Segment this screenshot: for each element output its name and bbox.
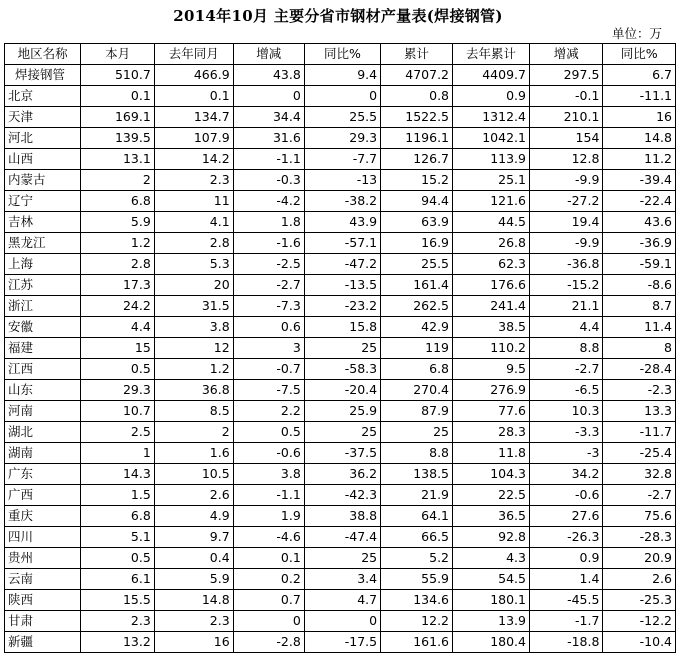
cell-last-year-cumulative[interactable]: 11.8 xyxy=(453,443,530,464)
table-row xyxy=(5,569,676,590)
cell-cumulative-yoy-percent[interactable]: -10.4 xyxy=(603,632,676,653)
cell-cumulative[interactable]: 94.4 xyxy=(381,191,453,212)
cell-change[interactable]: -0.3 xyxy=(233,170,304,191)
cell-change[interactable]: 0 xyxy=(233,611,304,632)
cell-last-year-month[interactable]: 14.2 xyxy=(154,149,233,170)
cell-last-year-month[interactable]: 2.8 xyxy=(154,233,233,254)
table-row xyxy=(5,317,676,338)
cell-cumulative[interactable]: 1522.5 xyxy=(381,107,453,128)
cell-last-year-month[interactable]: 5.3 xyxy=(154,254,233,275)
cell-cumulative-change[interactable]: -1.7 xyxy=(529,611,602,632)
cell-yoy-percent[interactable]: -13 xyxy=(304,170,380,191)
cell-this-month[interactable]: 24.2 xyxy=(81,296,154,317)
cell-yoy-percent[interactable]: 25 xyxy=(304,548,380,569)
cell-cumulative-change[interactable]: 8.8 xyxy=(529,338,602,359)
cell-cumulative-yoy-percent[interactable]: 8.7 xyxy=(603,296,676,317)
cell-region[interactable]: 甘肃 xyxy=(5,611,81,632)
cell-cumulative-change[interactable]: -2.7 xyxy=(529,359,602,380)
cell-cumulative-change[interactable]: 34.2 xyxy=(529,464,602,485)
cell-cumulative-change[interactable]: -0.6 xyxy=(529,485,602,506)
cell-this-month[interactable]: 1 xyxy=(81,443,154,464)
cell-change[interactable]: -2.5 xyxy=(233,254,304,275)
cell-change[interactable]: -4.2 xyxy=(233,191,304,212)
cell-last-year-month[interactable]: 466.9 xyxy=(154,65,233,86)
header-region[interactable]: 地区名称 xyxy=(5,44,81,65)
cell-change[interactable]: 0.6 xyxy=(233,317,304,338)
cell-cumulative[interactable]: 25.5 xyxy=(381,254,453,275)
cell-last-year-cumulative[interactable]: 104.3 xyxy=(453,464,530,485)
table-row xyxy=(5,611,676,632)
cell-cumulative-yoy-percent[interactable]: 75.6 xyxy=(603,506,676,527)
cell-cumulative[interactable]: 138.5 xyxy=(381,464,453,485)
cell-this-month[interactable]: 2.5 xyxy=(81,422,154,443)
cell-last-year-cumulative[interactable]: 36.5 xyxy=(453,506,530,527)
cell-region[interactable]: 焊接钢管 xyxy=(5,65,81,86)
cell-last-year-month[interactable]: 2.3 xyxy=(154,170,233,191)
cell-yoy-percent[interactable]: 43.9 xyxy=(304,212,380,233)
cell-last-year-cumulative[interactable]: 54.5 xyxy=(453,569,530,590)
cell-change[interactable]: 3 xyxy=(233,338,304,359)
cell-region[interactable]: 黑龙江 xyxy=(5,233,81,254)
header-last-year-month[interactable]: 去年同月 xyxy=(154,44,233,65)
cell-last-year-cumulative[interactable]: 276.9 xyxy=(453,380,530,401)
cell-change[interactable]: 2.2 xyxy=(233,401,304,422)
cell-yoy-percent[interactable]: 15.8 xyxy=(304,317,380,338)
cell-cumulative-change[interactable]: 4.4 xyxy=(529,317,602,338)
cell-change[interactable]: -2.7 xyxy=(233,275,304,296)
cell-yoy-percent[interactable]: -57.1 xyxy=(304,233,380,254)
cell-cumulative[interactable]: 5.2 xyxy=(381,548,453,569)
table-row xyxy=(5,548,676,569)
cell-change[interactable]: -1.6 xyxy=(233,233,304,254)
cell-cumulative-yoy-percent[interactable]: -11.1 xyxy=(603,86,676,107)
cell-yoy-percent[interactable]: -23.2 xyxy=(304,296,380,317)
cell-this-month[interactable]: 17.3 xyxy=(81,275,154,296)
table-row xyxy=(5,527,676,548)
cell-cumulative-yoy-percent[interactable]: -8.6 xyxy=(603,275,676,296)
table-row xyxy=(5,380,676,401)
cell-region[interactable]: 福建 xyxy=(5,338,81,359)
cell-cumulative-yoy-percent[interactable]: -2.7 xyxy=(603,485,676,506)
cell-this-month[interactable]: 169.1 xyxy=(81,107,154,128)
cell-yoy-percent[interactable]: 0 xyxy=(304,611,380,632)
cell-region[interactable]: 上海 xyxy=(5,254,81,275)
cell-cumulative-yoy-percent[interactable]: -2.3 xyxy=(603,380,676,401)
cell-last-year-cumulative[interactable]: 13.9 xyxy=(453,611,530,632)
cell-cumulative-yoy-percent[interactable]: -25.4 xyxy=(603,443,676,464)
cell-cumulative[interactable]: 134.6 xyxy=(381,590,453,611)
cell-this-month[interactable]: 5.9 xyxy=(81,212,154,233)
cell-last-year-month[interactable]: 31.5 xyxy=(154,296,233,317)
cell-cumulative-yoy-percent[interactable]: -39.4 xyxy=(603,170,676,191)
header-cumulative-yoy-percent[interactable]: 同比% xyxy=(603,44,676,65)
cell-last-year-month[interactable]: 10.5 xyxy=(154,464,233,485)
cell-cumulative-change[interactable]: 21.1 xyxy=(529,296,602,317)
cell-last-year-cumulative[interactable]: 25.1 xyxy=(453,170,530,191)
cell-yoy-percent[interactable]: -58.3 xyxy=(304,359,380,380)
cell-region[interactable]: 重庆 xyxy=(5,506,81,527)
cell-cumulative-yoy-percent[interactable]: -11.7 xyxy=(603,422,676,443)
table-row xyxy=(5,233,676,254)
cell-region[interactable]: 辽宁 xyxy=(5,191,81,212)
table-row xyxy=(5,107,676,128)
cell-this-month[interactable]: 4.4 xyxy=(81,317,154,338)
cell-cumulative-yoy-percent[interactable]: 11.2 xyxy=(603,149,676,170)
cell-region[interactable]: 贵州 xyxy=(5,548,81,569)
cell-cumulative[interactable]: 42.9 xyxy=(381,317,453,338)
cell-last-year-cumulative[interactable]: 180.4 xyxy=(453,632,530,653)
header-last-year-cumulative[interactable]: 去年累计 xyxy=(453,44,530,65)
cell-yoy-percent[interactable]: 9.4 xyxy=(304,65,380,86)
cell-last-year-month[interactable]: 0.4 xyxy=(154,548,233,569)
cell-yoy-percent[interactable]: -13.5 xyxy=(304,275,380,296)
cell-this-month[interactable]: 15 xyxy=(81,338,154,359)
cell-last-year-cumulative[interactable]: 22.5 xyxy=(453,485,530,506)
header-yoy-percent[interactable]: 同比% xyxy=(304,44,380,65)
cell-cumulative[interactable]: 16.9 xyxy=(381,233,453,254)
cell-yoy-percent[interactable]: 25.5 xyxy=(304,107,380,128)
cell-cumulative[interactable]: 55.9 xyxy=(381,569,453,590)
unit-label: 单位：万 xyxy=(611,26,662,41)
cell-this-month[interactable]: 6.8 xyxy=(81,191,154,212)
cell-last-year-month[interactable]: 11 xyxy=(154,191,233,212)
cell-last-year-month[interactable]: 2.3 xyxy=(154,611,233,632)
cell-cumulative[interactable]: 262.5 xyxy=(381,296,453,317)
cell-last-year-month[interactable]: 4.9 xyxy=(154,506,233,527)
cell-last-year-month[interactable]: 16 xyxy=(154,632,233,653)
cell-region[interactable]: 广西 xyxy=(5,485,81,506)
cell-region[interactable]: 北京 xyxy=(5,86,81,107)
cell-region[interactable]: 浙江 xyxy=(5,296,81,317)
cell-cumulative[interactable]: 6.8 xyxy=(381,359,453,380)
cell-this-month[interactable]: 6.1 xyxy=(81,569,154,590)
cell-cumulative-change[interactable]: -9.9 xyxy=(529,170,602,191)
cell-last-year-cumulative[interactable]: 113.9 xyxy=(453,149,530,170)
cell-cumulative-change[interactable]: 0.9 xyxy=(529,548,602,569)
cell-last-year-month[interactable]: 4.1 xyxy=(154,212,233,233)
cell-yoy-percent[interactable]: -38.2 xyxy=(304,191,380,212)
cell-cumulative-yoy-percent[interactable]: 13.3 xyxy=(603,401,676,422)
cell-cumulative-change[interactable]: -36.8 xyxy=(529,254,602,275)
cell-last-year-month[interactable]: 9.7 xyxy=(154,527,233,548)
cell-change[interactable]: -1.1 xyxy=(233,149,304,170)
cell-this-month[interactable]: 1.5 xyxy=(81,485,154,506)
cell-cumulative[interactable]: 0.8 xyxy=(381,86,453,107)
cell-region[interactable]: 湖北 xyxy=(5,422,81,443)
cell-cumulative-yoy-percent[interactable]: 16 xyxy=(603,107,676,128)
cell-last-year-cumulative[interactable]: 9.5 xyxy=(453,359,530,380)
cell-cumulative-yoy-percent[interactable]: -28.4 xyxy=(603,359,676,380)
cell-cumulative-yoy-percent[interactable]: -28.3 xyxy=(603,527,676,548)
cell-cumulative-change[interactable]: -26.3 xyxy=(529,527,602,548)
cell-change[interactable]: -1.1 xyxy=(233,485,304,506)
cell-cumulative[interactable]: 8.8 xyxy=(381,443,453,464)
cell-this-month[interactable]: 13.1 xyxy=(81,149,154,170)
cell-change[interactable]: -4.6 xyxy=(233,527,304,548)
table-row xyxy=(5,170,676,191)
cell-cumulative-yoy-percent[interactable]: 11.4 xyxy=(603,317,676,338)
cell-region[interactable]: 四川 xyxy=(5,527,81,548)
cell-cumulative[interactable]: 161.6 xyxy=(381,632,453,653)
cell-cumulative-change[interactable]: 27.6 xyxy=(529,506,602,527)
cell-cumulative[interactable]: 270.4 xyxy=(381,380,453,401)
cell-last-year-month[interactable]: 1.6 xyxy=(154,443,233,464)
cell-change[interactable]: 0.2 xyxy=(233,569,304,590)
cell-cumulative[interactable]: 63.9 xyxy=(381,212,453,233)
cell-last-year-month[interactable]: 8.5 xyxy=(154,401,233,422)
cell-region[interactable]: 陕西 xyxy=(5,590,81,611)
cell-this-month[interactable]: 13.2 xyxy=(81,632,154,653)
cell-last-year-cumulative[interactable]: 62.3 xyxy=(453,254,530,275)
cell-last-year-cumulative[interactable]: 0.9 xyxy=(453,86,530,107)
table-row xyxy=(5,401,676,422)
cell-yoy-percent[interactable]: -47.2 xyxy=(304,254,380,275)
cell-this-month[interactable]: 0.5 xyxy=(81,359,154,380)
cell-cumulative-yoy-percent[interactable]: -36.9 xyxy=(603,233,676,254)
table-row xyxy=(5,275,676,296)
cell-cumulative-yoy-percent[interactable]: -12.2 xyxy=(603,611,676,632)
cell-change[interactable]: -7.5 xyxy=(233,380,304,401)
cell-last-year-cumulative[interactable]: 176.6 xyxy=(453,275,530,296)
table-row xyxy=(5,212,676,233)
cell-cumulative-change[interactable]: -15.2 xyxy=(529,275,602,296)
cell-cumulative[interactable]: 161.4 xyxy=(381,275,453,296)
cell-yoy-percent[interactable]: 25.9 xyxy=(304,401,380,422)
cell-last-year-cumulative[interactable]: 44.5 xyxy=(453,212,530,233)
cell-change[interactable]: 43.8 xyxy=(233,65,304,86)
cell-this-month[interactable]: 0.1 xyxy=(81,86,154,107)
cell-cumulative[interactable]: 126.7 xyxy=(381,149,453,170)
cell-yoy-percent[interactable]: -37.5 xyxy=(304,443,380,464)
cell-last-year-cumulative[interactable]: 1312.4 xyxy=(453,107,530,128)
header-this-month[interactable]: 本月 xyxy=(81,44,154,65)
cell-region[interactable]: 天津 xyxy=(5,107,81,128)
cell-region[interactable]: 新疆 xyxy=(5,632,81,653)
cell-cumulative-change[interactable]: 1.4 xyxy=(529,569,602,590)
cell-last-year-month[interactable]: 3.8 xyxy=(154,317,233,338)
cell-change[interactable]: 1.8 xyxy=(233,212,304,233)
cell-cumulative[interactable]: 15.2 xyxy=(381,170,453,191)
cell-region[interactable]: 湖南 xyxy=(5,443,81,464)
cell-cumulative-yoy-percent[interactable]: 20.9 xyxy=(603,548,676,569)
cell-cumulative-yoy-percent[interactable]: 2.6 xyxy=(603,569,676,590)
cell-region[interactable]: 安徽 xyxy=(5,317,81,338)
cell-yoy-percent[interactable]: 25 xyxy=(304,422,380,443)
cell-last-year-cumulative[interactable]: 28.3 xyxy=(453,422,530,443)
cell-cumulative[interactable]: 21.9 xyxy=(381,485,453,506)
cell-this-month[interactable]: 2.3 xyxy=(81,611,154,632)
cell-last-year-cumulative[interactable]: 92.8 xyxy=(453,527,530,548)
table-row xyxy=(5,338,676,359)
cell-region[interactable]: 江苏 xyxy=(5,275,81,296)
header-change[interactable]: 增减 xyxy=(233,44,304,65)
cell-this-month[interactable]: 1.2 xyxy=(81,233,154,254)
cell-last-year-month[interactable]: 1.2 xyxy=(154,359,233,380)
cell-last-year-month[interactable]: 20 xyxy=(154,275,233,296)
cell-region[interactable]: 广东 xyxy=(5,464,81,485)
cell-last-year-cumulative[interactable]: 110.2 xyxy=(453,338,530,359)
cell-last-year-cumulative[interactable]: 241.4 xyxy=(453,296,530,317)
cell-cumulative-change[interactable]: -45.5 xyxy=(529,590,602,611)
cell-yoy-percent[interactable]: -20.4 xyxy=(304,380,380,401)
cell-region[interactable]: 山东 xyxy=(5,380,81,401)
cell-change[interactable]: 0 xyxy=(233,86,304,107)
cell-cumulative-change[interactable]: -6.5 xyxy=(529,380,602,401)
cell-change[interactable]: -0.6 xyxy=(233,443,304,464)
cell-last-year-cumulative[interactable]: 77.6 xyxy=(453,401,530,422)
table-row xyxy=(5,359,676,380)
cell-cumulative-yoy-percent[interactable]: 43.6 xyxy=(603,212,676,233)
table-row xyxy=(5,590,676,611)
table-row xyxy=(5,422,676,443)
cell-change[interactable]: -7.3 xyxy=(233,296,304,317)
cell-last-year-month[interactable]: 0.1 xyxy=(154,86,233,107)
cell-cumulative-yoy-percent[interactable]: -59.1 xyxy=(603,254,676,275)
cell-yoy-percent[interactable]: 38.8 xyxy=(304,506,380,527)
table-row xyxy=(5,443,676,464)
cell-yoy-percent[interactable]: 0 xyxy=(304,86,380,107)
table-row xyxy=(5,296,676,317)
cell-last-year-cumulative[interactable]: 180.1 xyxy=(453,590,530,611)
cell-last-year-cumulative[interactable]: 4409.7 xyxy=(453,65,530,86)
cell-cumulative-yoy-percent[interactable]: 6.7 xyxy=(603,65,676,86)
table-row xyxy=(5,632,676,653)
cell-change[interactable]: -2.8 xyxy=(233,632,304,653)
cell-region[interactable]: 内蒙古 xyxy=(5,170,81,191)
cell-region[interactable]: 云南 xyxy=(5,569,81,590)
cell-cumulative-change[interactable]: -9.9 xyxy=(529,233,602,254)
cell-cumulative-change[interactable]: -3 xyxy=(529,443,602,464)
cell-change[interactable]: -0.7 xyxy=(233,359,304,380)
cell-this-month[interactable]: 2 xyxy=(81,170,154,191)
cell-region[interactable]: 河南 xyxy=(5,401,81,422)
cell-last-year-cumulative[interactable]: 121.6 xyxy=(453,191,530,212)
cell-last-year-month[interactable]: 36.8 xyxy=(154,380,233,401)
cell-last-year-cumulative[interactable]: 38.5 xyxy=(453,317,530,338)
cell-cumulative-yoy-percent[interactable]: -22.4 xyxy=(603,191,676,212)
table-row xyxy=(5,464,676,485)
cell-cumulative-change[interactable]: 154 xyxy=(529,128,602,149)
cell-cumulative-yoy-percent[interactable]: -25.3 xyxy=(603,590,676,611)
cell-cumulative-change[interactable]: -3.3 xyxy=(529,422,602,443)
table-row xyxy=(5,86,676,107)
table-row xyxy=(5,485,676,506)
cell-change[interactable]: 31.6 xyxy=(233,128,304,149)
cell-this-month[interactable]: 29.3 xyxy=(81,380,154,401)
cell-yoy-percent[interactable]: -47.4 xyxy=(304,527,380,548)
cell-region[interactable]: 河北 xyxy=(5,128,81,149)
header-cumulative[interactable]: 累计 xyxy=(381,44,453,65)
cell-cumulative[interactable]: 119 xyxy=(381,338,453,359)
production-table xyxy=(4,43,676,653)
cell-change[interactable]: 1.9 xyxy=(233,506,304,527)
cell-this-month[interactable]: 2.8 xyxy=(81,254,154,275)
cell-change[interactable]: 0.1 xyxy=(233,548,304,569)
table-row xyxy=(5,128,676,149)
cell-cumulative[interactable]: 64.1 xyxy=(381,506,453,527)
cell-last-year-month[interactable]: 2.6 xyxy=(154,485,233,506)
cell-this-month[interactable]: 14.3 xyxy=(81,464,154,485)
cell-cumulative-change[interactable]: -27.2 xyxy=(529,191,602,212)
cell-last-year-month[interactable]: 14.8 xyxy=(154,590,233,611)
cell-cumulative-yoy-percent[interactable]: 14.8 xyxy=(603,128,676,149)
cell-yoy-percent[interactable]: 36.2 xyxy=(304,464,380,485)
cell-cumulative-yoy-percent[interactable]: 8 xyxy=(603,338,676,359)
cell-cumulative-change[interactable]: 12.8 xyxy=(529,149,602,170)
cell-this-month[interactable]: 0.5 xyxy=(81,548,154,569)
cell-cumulative-yoy-percent[interactable]: 32.8 xyxy=(603,464,676,485)
cell-last-year-cumulative[interactable]: 4.3 xyxy=(453,548,530,569)
cell-last-year-month[interactable]: 2 xyxy=(154,422,233,443)
cell-change[interactable]: 34.4 xyxy=(233,107,304,128)
table-row xyxy=(5,191,676,212)
header-cumulative-change[interactable]: 增减 xyxy=(529,44,602,65)
cell-yoy-percent[interactable]: -17.5 xyxy=(304,632,380,653)
cell-yoy-percent[interactable]: 29.3 xyxy=(304,128,380,149)
cell-cumulative-change[interactable]: 10.3 xyxy=(529,401,602,422)
cell-last-year-month[interactable]: 134.7 xyxy=(154,107,233,128)
cell-this-month[interactable]: 139.5 xyxy=(81,128,154,149)
cell-this-month[interactable]: 15.5 xyxy=(81,590,154,611)
cell-cumulative[interactable]: 87.9 xyxy=(381,401,453,422)
cell-cumulative-change[interactable]: 210.1 xyxy=(529,107,602,128)
cell-last-year-cumulative[interactable]: 1042.1 xyxy=(453,128,530,149)
cell-cumulative[interactable]: 25 xyxy=(381,422,453,443)
cell-region[interactable]: 山西 xyxy=(5,149,81,170)
cell-this-month[interactable]: 6.8 xyxy=(81,506,154,527)
cell-yoy-percent[interactable]: 25 xyxy=(304,338,380,359)
table-row-total xyxy=(5,65,676,86)
cell-cumulative[interactable]: 66.5 xyxy=(381,527,453,548)
cell-change[interactable]: 0.5 xyxy=(233,422,304,443)
table-row xyxy=(5,149,676,170)
cell-last-year-month[interactable]: 107.9 xyxy=(154,128,233,149)
cell-cumulative[interactable]: 4707.2 xyxy=(381,65,453,86)
table-row xyxy=(5,506,676,527)
table-body xyxy=(5,65,676,653)
cell-cumulative-change[interactable]: -18.8 xyxy=(529,632,602,653)
cell-cumulative[interactable]: 12.2 xyxy=(381,611,453,632)
cell-cumulative-change[interactable]: 297.5 xyxy=(529,65,602,86)
header-row xyxy=(5,44,676,65)
cell-cumulative-change[interactable]: -0.1 xyxy=(529,86,602,107)
cell-last-year-cumulative[interactable]: 26.8 xyxy=(453,233,530,254)
cell-this-month[interactable]: 10.7 xyxy=(81,401,154,422)
table-title: 2014年10月 主要分省市钢材产量表(焊接钢管) xyxy=(173,7,503,25)
cell-yoy-percent[interactable]: -42.3 xyxy=(304,485,380,506)
cell-change[interactable]: 0.7 xyxy=(233,590,304,611)
cell-this-month[interactable]: 510.7 xyxy=(81,65,154,86)
cell-yoy-percent[interactable]: 3.4 xyxy=(304,569,380,590)
cell-region[interactable]: 江西 xyxy=(5,359,81,380)
cell-yoy-percent[interactable]: 4.7 xyxy=(304,590,380,611)
cell-cumulative[interactable]: 1196.1 xyxy=(381,128,453,149)
table-row xyxy=(5,254,676,275)
cell-change[interactable]: 3.8 xyxy=(233,464,304,485)
cell-this-month[interactable]: 5.1 xyxy=(81,527,154,548)
cell-region[interactable]: 吉林 xyxy=(5,212,81,233)
cell-last-year-month[interactable]: 5.9 xyxy=(154,569,233,590)
cell-yoy-percent[interactable]: -7.7 xyxy=(304,149,380,170)
cell-last-year-month[interactable]: 12 xyxy=(154,338,233,359)
cell-cumulative-change[interactable]: 19.4 xyxy=(529,212,602,233)
